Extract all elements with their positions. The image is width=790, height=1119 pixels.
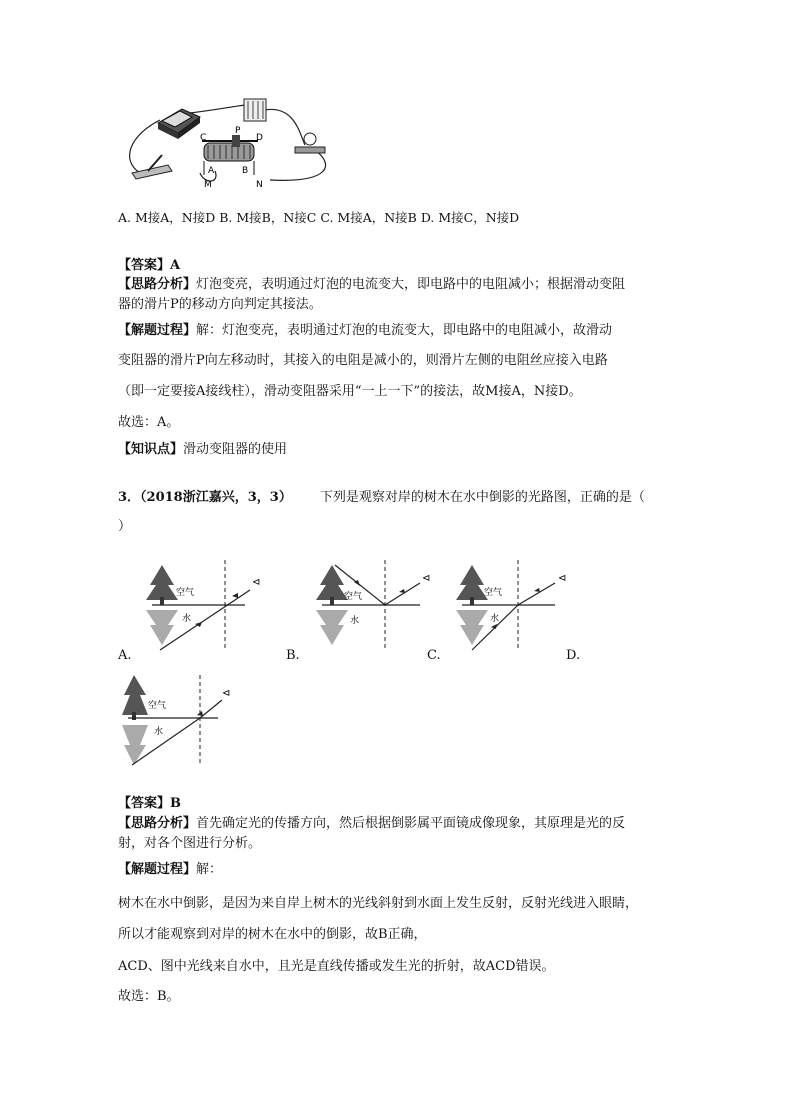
fig-c-air: 空气 — [484, 588, 503, 598]
q3-answer: B — [170, 796, 182, 811]
figure-b — [310, 555, 440, 655]
eye-icon: ⊲ — [252, 577, 261, 588]
label-m: M — [204, 180, 212, 190]
q3-process-1: 树木在水中倒影，是因为来自岸上树木的光线斜射到水面上发生反射，反射光线进入眼睛， — [118, 896, 639, 911]
label-p: P — [235, 126, 241, 136]
q3-opt-a: A. — [118, 648, 132, 663]
q2-answer: A — [170, 258, 181, 273]
figure-d — [118, 670, 248, 770]
q2-process-2: 变阻器的滑片P向左移动时，其接入的电阻是减小的，则滑片左侧的电阻丝应接入电路 — [118, 353, 608, 368]
q3-analysis-1: 首先确定光的传播方向，然后根据倒影属平面镜成像现象，其原理是光的反 — [196, 816, 626, 831]
q3-question-end: ） — [118, 519, 132, 534]
fig-b-air: 空气 — [344, 592, 363, 602]
q2-process-tag: 【解题过程】 — [118, 323, 197, 338]
eye-icon: ⊲ — [422, 573, 431, 584]
q2-process-1: 解：灯泡变亮，表明通过灯泡的电流变大，即电路中的电阻减小，故滑动 — [196, 323, 613, 338]
fig-d-air: 空气 — [148, 701, 167, 711]
q3-choose: 故选：B。 — [118, 989, 180, 1004]
eye-icon: ⊲ — [222, 688, 231, 699]
label-a: A — [208, 166, 215, 176]
figure-c — [450, 555, 580, 655]
q2-choose: 故选：A。 — [118, 415, 180, 430]
q3-header: 3．（2018浙江嘉兴，3，3） — [118, 490, 292, 505]
figure-a — [140, 555, 270, 655]
q3-analysis-tag: 【思路分析】 — [118, 816, 197, 831]
q3-process-2: 所以才能观察到对岸的树木在水中的倒影，故B正确， — [118, 927, 427, 942]
label-d: D — [256, 133, 263, 143]
fig-b-water: 水 — [350, 616, 360, 626]
fig-d-water: 水 — [154, 727, 164, 737]
circuit-diagram — [120, 95, 340, 190]
q2-analysis-2: 器的滑片P的移动方向判定其接法。 — [118, 297, 322, 312]
label-n: N — [256, 180, 263, 190]
q3-opt-b: B. — [286, 648, 300, 663]
q3-opt-d: D. — [566, 648, 581, 663]
q3-process-tag: 【解题过程】 — [118, 862, 197, 877]
fig-c-water: 水 — [490, 614, 500, 624]
q3-analysis-2: 射，对各个图进行分析。 — [118, 836, 262, 851]
q3-process-3: ACD、图中光线来自水中，且光是直线传播或发生光的折射，故ACD错误。 — [118, 959, 555, 974]
q2-knowledge-tag: 【知识点】 — [118, 442, 184, 457]
q3-opt-c: C. — [427, 648, 441, 663]
q3-question: 下列是观察对岸的树木在水中倒影的光路图，正确的是（ — [319, 490, 645, 505]
fig-a-air: 空气 — [176, 588, 195, 598]
q2-analysis-1: 灯泡变亮，表明通过灯泡的电流变大，即电路中的电阻减小；根据滑动变阻 — [196, 277, 626, 292]
q2-knowledge: 滑动变阻器的使用 — [183, 442, 288, 457]
label-b: B — [242, 166, 249, 176]
label-c: C — [200, 133, 207, 143]
q2-answer-tag: 【答案】 — [118, 258, 171, 273]
q2-process-3: （即一定要接A接线柱），滑动变阻器采用“一上一下”的接法，故M接A，N接D。 — [118, 384, 582, 399]
q2-analysis-tag: 【思路分析】 — [118, 277, 197, 292]
q3-answer-tag: 【答案】 — [118, 796, 171, 811]
tree-icon — [122, 675, 148, 765]
q3-process-head: 解： — [196, 862, 223, 877]
eye-icon: ⊲ — [558, 573, 567, 584]
q2-options: A. M接A，N接D B. M接B，N接C C. M接A，N接B D. M接C，N接D — [118, 210, 520, 225]
fig-a-water: 水 — [182, 614, 192, 624]
